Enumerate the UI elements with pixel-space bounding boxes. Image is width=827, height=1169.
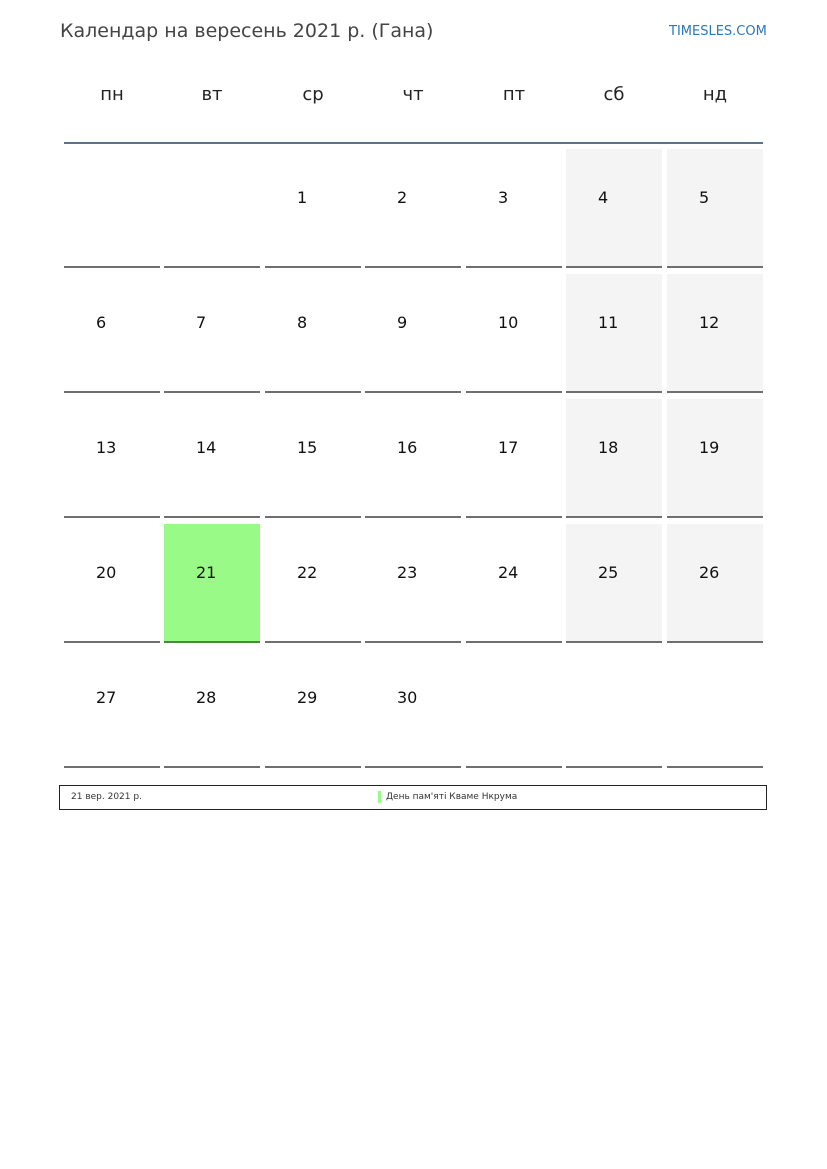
day-cell[interactable] xyxy=(566,149,662,268)
day-number: 14 xyxy=(196,438,217,457)
day-cell[interactable] xyxy=(265,524,361,643)
weekday-saturday: сб xyxy=(603,84,625,105)
day-number: 5 xyxy=(699,188,710,207)
empty-day-cell xyxy=(164,149,260,268)
day-number: 19 xyxy=(699,438,720,457)
day-cell[interactable] xyxy=(667,274,763,393)
day-cell[interactable] xyxy=(64,524,160,643)
day-cell[interactable] xyxy=(365,649,461,768)
empty-day-cell xyxy=(64,149,160,268)
day-cell[interactable] xyxy=(164,274,260,393)
weekday-friday: пт xyxy=(502,84,526,105)
day-number: 18 xyxy=(598,438,619,457)
day-number: 9 xyxy=(397,313,408,332)
day-number: 13 xyxy=(96,438,117,457)
day-cell[interactable] xyxy=(466,399,562,518)
holiday-legend xyxy=(59,785,767,810)
empty-day-cell xyxy=(566,649,662,768)
day-number: 22 xyxy=(297,563,318,582)
day-cell[interactable] xyxy=(566,524,662,643)
day-cell[interactable] xyxy=(667,399,763,518)
day-cell[interactable] xyxy=(64,399,160,518)
day-cell[interactable] xyxy=(466,149,562,268)
day-number: 24 xyxy=(498,563,519,582)
empty-day-cell xyxy=(667,649,763,768)
page-title: Календар на вересень 2021 р. (Гана) xyxy=(60,20,434,42)
weekday-tuesday: вт xyxy=(201,84,223,105)
day-cell[interactable] xyxy=(667,524,763,643)
day-number: 12 xyxy=(699,313,720,332)
weekday-monday: пн xyxy=(100,84,124,105)
day-number: 16 xyxy=(397,438,418,457)
day-number: 20 xyxy=(96,563,117,582)
day-number: 27 xyxy=(96,688,117,707)
day-number: 30 xyxy=(397,688,418,707)
day-number: 23 xyxy=(397,563,418,582)
day-cell[interactable] xyxy=(265,274,361,393)
day-cell[interactable] xyxy=(64,649,160,768)
day-cell[interactable] xyxy=(365,524,461,643)
weekday-header-row xyxy=(64,84,764,124)
day-cell[interactable] xyxy=(365,274,461,393)
calendar-grid xyxy=(64,144,764,770)
day-number: 17 xyxy=(498,438,519,457)
legend-holiday-name: День пам'яті Кваме Нкрума xyxy=(386,792,518,802)
day-number: 4 xyxy=(598,188,609,207)
empty-day-cell xyxy=(466,649,562,768)
day-number: 26 xyxy=(699,563,720,582)
site-link[interactable]: TIMESLES.COM xyxy=(669,24,767,39)
day-cell[interactable] xyxy=(164,399,260,518)
day-number: 28 xyxy=(196,688,217,707)
day-number: 2 xyxy=(397,188,408,207)
day-cell[interactable] xyxy=(64,274,160,393)
day-number: 8 xyxy=(297,313,308,332)
day-number: 6 xyxy=(96,313,107,332)
day-number: 11 xyxy=(598,313,619,332)
day-number: 21 xyxy=(196,563,217,582)
legend-date: 21 вер. 2021 р. xyxy=(71,792,142,802)
legend-color-marker xyxy=(378,791,381,803)
day-cell[interactable] xyxy=(566,399,662,518)
day-cell[interactable] xyxy=(667,149,763,268)
day-cell[interactable] xyxy=(265,399,361,518)
day-cell-holiday[interactable] xyxy=(164,524,260,643)
weekday-thursday: чт xyxy=(402,84,424,105)
day-number: 1 xyxy=(297,188,308,207)
day-number: 10 xyxy=(498,313,519,332)
day-cell[interactable] xyxy=(265,649,361,768)
day-number: 29 xyxy=(297,688,318,707)
weekday-wednesday: ср xyxy=(302,84,324,105)
day-number: 25 xyxy=(598,563,619,582)
day-cell[interactable] xyxy=(365,149,461,268)
day-number: 3 xyxy=(498,188,509,207)
day-cell[interactable] xyxy=(164,649,260,768)
day-number: 15 xyxy=(297,438,318,457)
weekday-sunday: нд xyxy=(702,84,728,105)
day-cell[interactable] xyxy=(265,149,361,268)
day-cell[interactable] xyxy=(466,274,562,393)
day-cell[interactable] xyxy=(466,524,562,643)
day-cell[interactable] xyxy=(365,399,461,518)
day-number: 7 xyxy=(196,313,207,332)
day-cell[interactable] xyxy=(566,274,662,393)
